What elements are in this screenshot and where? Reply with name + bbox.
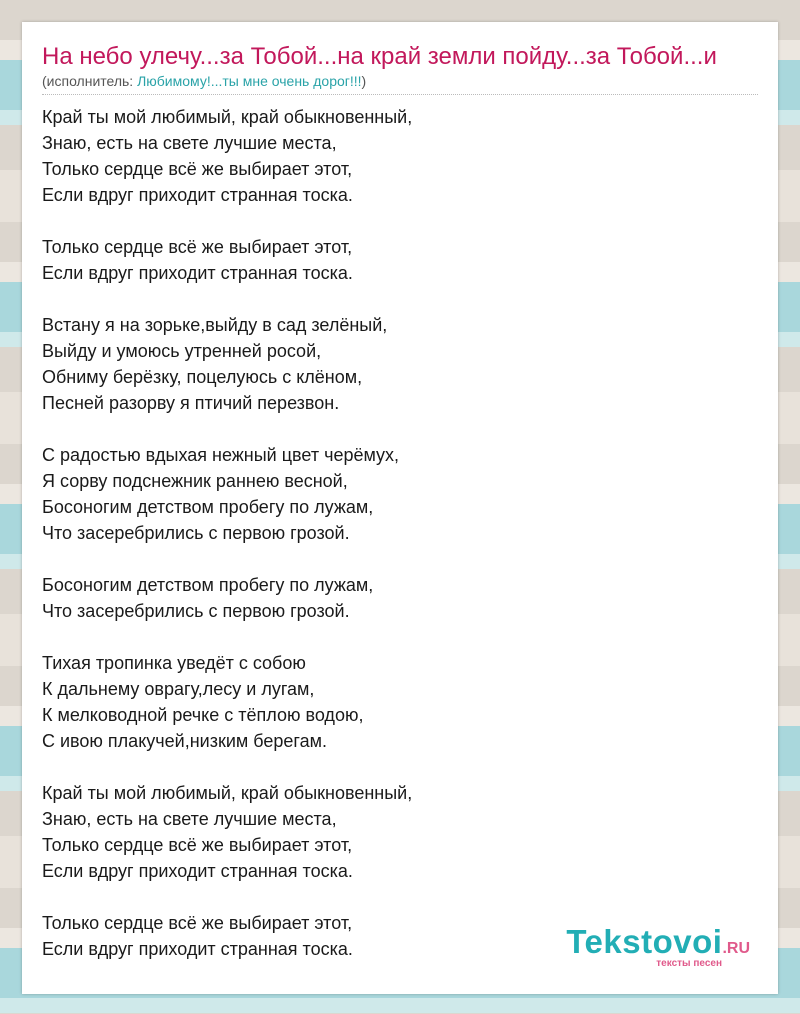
lyric-line: Тихая тропинка уведёт с собою: [42, 653, 306, 673]
lyric-line: Край ты мой любимый, край обыкновенный,: [42, 107, 413, 127]
lyric-line: Я сорву подснежник раннею весной,: [42, 471, 348, 491]
artist-label-close: ): [361, 73, 367, 89]
lyrics-text: [42, 104, 758, 988]
lyric-line: Если вдруг приходит странная тоска.: [42, 185, 353, 205]
lyric-line: Что засеребрились с первою грозой.: [42, 601, 350, 621]
lyric-line: Выйду и умоюсь утренней росой,: [42, 341, 322, 361]
lyric-line: Если вдруг приходит странная тоска.: [42, 939, 353, 959]
artist-label: (исполнитель:: [42, 73, 134, 89]
site-logo[interactable]: [545, 923, 750, 969]
artist-link[interactable]: Любимому!...ты мне очень дорог!!!: [137, 73, 362, 89]
divider: [42, 94, 758, 95]
lyric-line: Встану я на зорьке,выйду в сад зелёный,: [42, 315, 388, 335]
lyric-line: Если вдруг приходит странная тоска.: [42, 263, 353, 283]
song-meta: [42, 73, 366, 89]
lyric-line: Только сердце всё же выбирает этот,: [42, 835, 353, 855]
lyric-line: Босоногим детством пробегу по лужам,: [42, 575, 374, 595]
logo-domain: .RU: [722, 940, 750, 957]
lyric-line: Обниму берёзку, поцелуюсь с клёном,: [42, 367, 363, 387]
lyric-line: Знаю, есть на свете лучшие места,: [42, 809, 337, 829]
stanza: [42, 572, 758, 624]
lyric-line: К дальнему оврагу,лесу и лугам,: [42, 679, 315, 699]
lyric-line: Знаю, есть на свете лучшие места,: [42, 133, 337, 153]
lyric-line: Край ты мой любимый, край обыкновенный,: [42, 783, 413, 803]
stanza: [42, 312, 758, 416]
lyric-line: Только сердце всё же выбирает этот,: [42, 913, 353, 933]
lyric-line: Только сердце всё же выбирает этот,: [42, 237, 353, 257]
stanza: [42, 104, 758, 208]
lyric-line: Босоногим детством пробегу по лужам,: [42, 497, 374, 517]
lyric-line: С ивою плакучей,низким берегам.: [42, 731, 327, 751]
song-title: На небо улечу...за Тобой...на край земли пойду...за Тобой...и: [42, 43, 717, 70]
lyric-line: Песней разорву я птичий перезвон.: [42, 393, 340, 413]
lyrics-card: [22, 22, 778, 994]
lyric-line: Что засеребрились с первою грозой.: [42, 523, 350, 543]
lyric-line: Если вдруг приходит странная тоска.: [42, 861, 353, 881]
stanza: [42, 650, 758, 754]
stanza: [42, 442, 758, 546]
lyric-line: К мелководной речке с тёплою водою,: [42, 705, 364, 725]
stanza: [42, 234, 758, 286]
logo-tagline: тексты песен: [656, 958, 722, 969]
stanza: [42, 780, 758, 884]
logo-wordmark: Tekstovoi: [566, 923, 723, 960]
lyric-line: С радостью вдыхая нежный цвет черёмух,: [42, 445, 400, 465]
lyric-line: Только сердце всё же выбирает этот,: [42, 159, 353, 179]
